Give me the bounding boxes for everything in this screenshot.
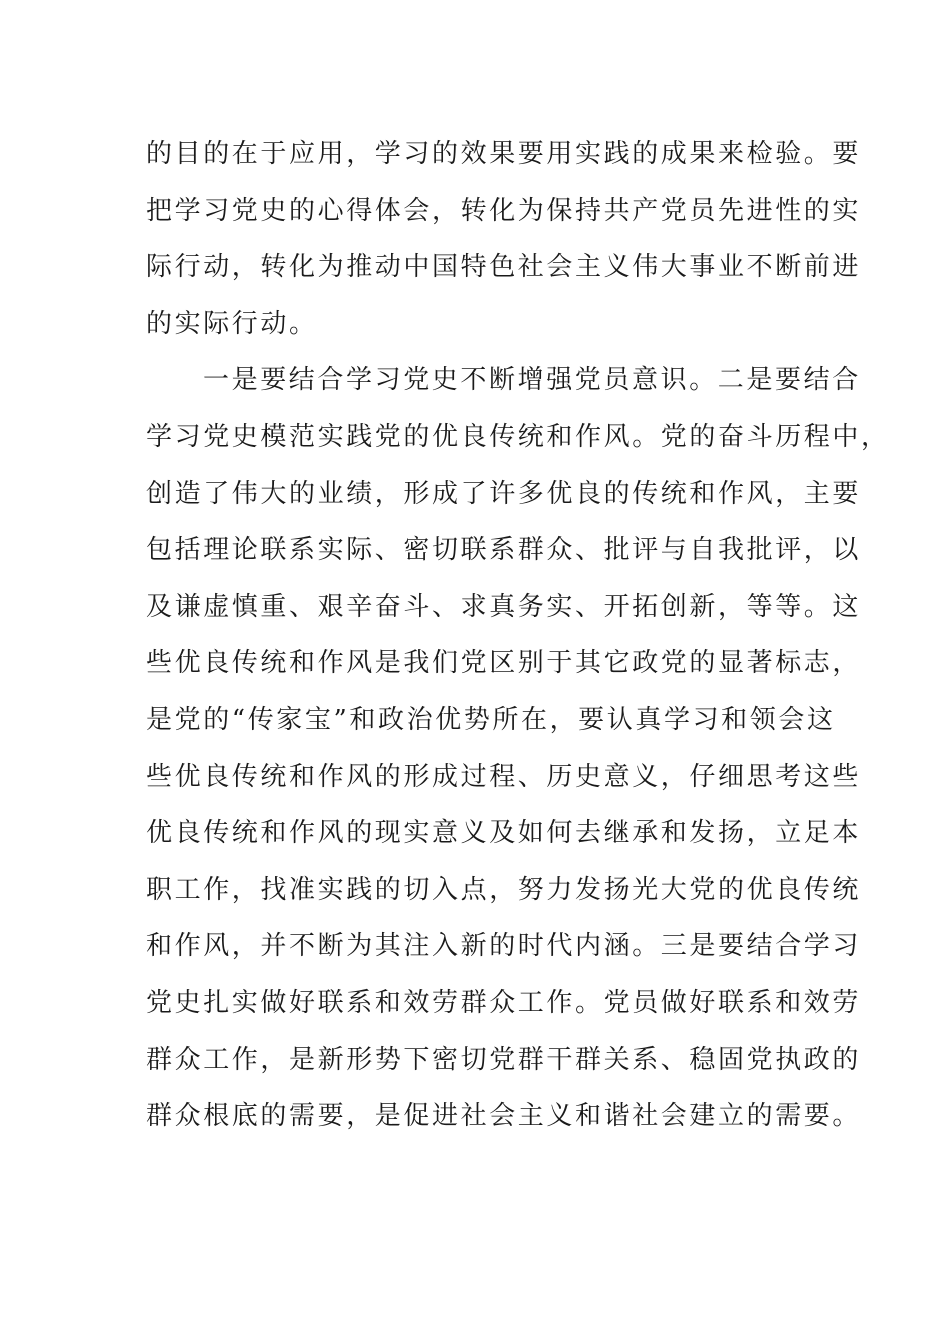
paragraph-2 xyxy=(146,352,890,1144)
text-line: 际行动，转化为推动中国特色社会主义伟大事业不断前进 xyxy=(146,252,862,283)
text-line: 及谦虚慎重、艰辛奋斗、求真务实、开拓创新，等等。这 xyxy=(146,591,862,622)
text-line: 创造了伟大的业绩，形成了许多优良的传统和作风，主要 xyxy=(146,478,862,509)
text-line: 优良传统和作风的现实意义及如何去继承和发扬，立足本 xyxy=(146,818,862,849)
text-line: 党史扎实做好联系和效劳群众工作。党员做好联系和效劳 xyxy=(146,987,862,1018)
text-line: 群众工作，是新形势下密切党群干群关系、稳固党执政的 xyxy=(146,1044,862,1075)
text-line: 职工作，找准实践的切入点，努力发扬光大党的优良传统 xyxy=(146,874,862,905)
body-text xyxy=(146,126,890,1145)
paragraph-1 xyxy=(146,126,862,352)
text-line: 包括理论联系实际、密切联系群众、批评与自我批评，以 xyxy=(146,535,862,566)
text-line: 一是要结合学习党史不断增强党员意识。二是要结合 xyxy=(203,365,861,396)
text-line: 是党的“传家宝”和政治优势所在，要认真学习和领会这 xyxy=(146,704,836,735)
text-line: 把学习党史的心得体会，转化为保持共产党员先进性的实 xyxy=(146,195,862,226)
text-line: 些优良传统和作风的形成过程、历史意义，仔细思考这些 xyxy=(146,761,862,792)
text-line: 学习党史模范实践党的优良传统和作风。党的奋斗历程中， xyxy=(146,421,890,452)
text-line: 和作风，并不断为其注入新的时代内涵。三是要结合学习 xyxy=(146,931,862,962)
text-line: 些优良传统和作风是我们党区别于其它政党的显著标志， xyxy=(146,648,862,679)
text-line: 的目的在于应用，学习的效果要用实践的成果来检验。要 xyxy=(146,139,862,169)
text-line: 群众根底的需要，是促进社会主义和谐社会建立的需要。 xyxy=(146,1101,862,1132)
text-line: 的实际行动。 xyxy=(146,308,318,339)
